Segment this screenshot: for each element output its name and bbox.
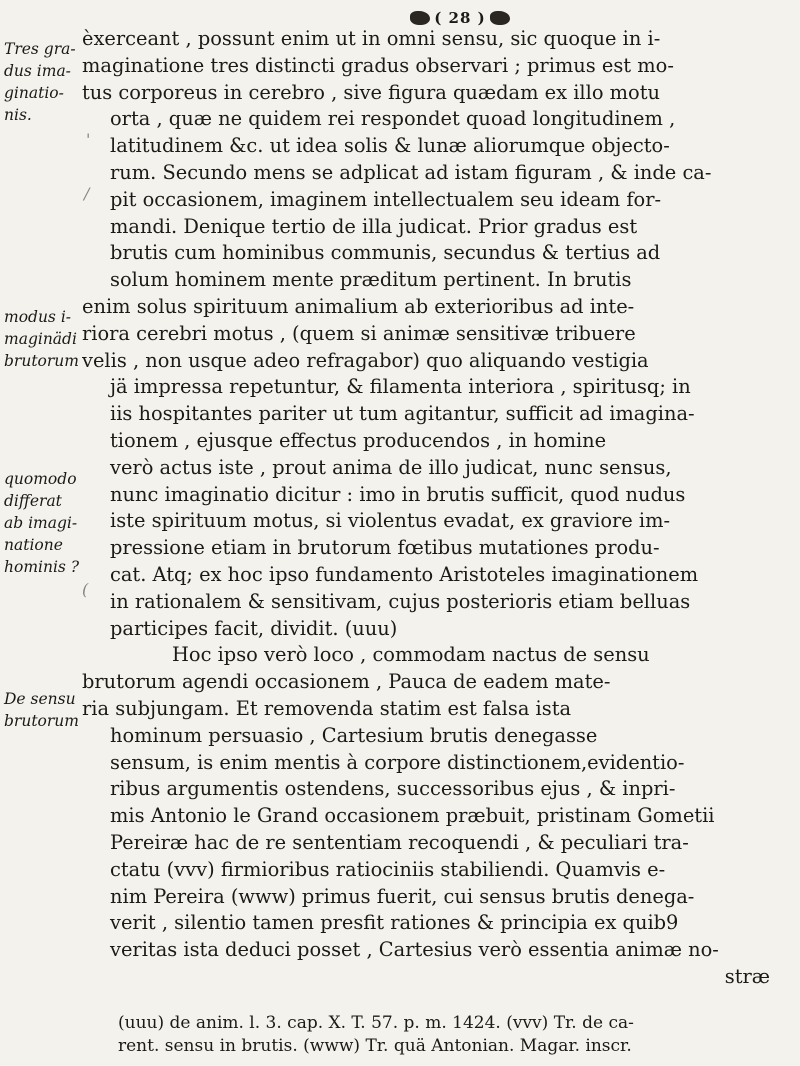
text-line: veritas ista deduci posset , Cartesius verò essentia animæ no- [110, 938, 719, 962]
text-line: iste spirituum motus, si violentus evadat, ex graviore im- [110, 509, 671, 533]
margin-mark: ' [86, 130, 91, 149]
margin-note-line: nis. [4, 106, 32, 124]
text-line: pit occasionem, imaginem intellectualem seu ideam for- [110, 187, 662, 211]
text-line: Hoc ipso verò loco , commodam nactus de sensu [172, 643, 650, 667]
text-line: riora cerebri motus , (quem si animæ sensitivæ tribuere [82, 321, 636, 345]
ornament-left-icon [410, 11, 430, 25]
text-line: tionem , ejusque effectus producendos , in homine [110, 428, 607, 452]
margin-mark: / [84, 184, 90, 203]
margin-note-degrees [4, 38, 78, 126]
footnote-line: rent. sensu in brutis. (www) Tr. quä Antonian. Magar. inscr. [118, 1036, 632, 1056]
text-line: sensum, is enim mentis à corpore distinctionem,evidentio- [110, 750, 685, 774]
text-line: brutorum agendi occasionem , Pauca de eadem mate- [82, 670, 611, 694]
margin-note-line: ginatio- [4, 84, 64, 102]
text-line: solum hominem mente præditum pertinent. In brutis [110, 268, 632, 292]
footnote-line: (uuu) de anim. l. 3. cap. X. T. 57. p. m. 1424. (vvv) Tr. de ca- [118, 1013, 634, 1033]
footnotes [118, 1012, 794, 1058]
margin-note-line: quomodo [4, 470, 77, 488]
text-line: maginatione tres distincti gradus observari ; primus est mo- [82, 53, 674, 77]
margin-note-difference [4, 468, 78, 578]
text-line: hominum persuasio , Cartesium brutis denegasse [110, 723, 598, 747]
margin-note-line: brutorum [4, 712, 79, 730]
page-number: ( 28 ) [434, 9, 486, 27]
catchword: stræ [724, 964, 770, 988]
text-line: jä impressa repetuntur, & filamenta interiora , spiritusq; in [110, 375, 691, 399]
text-line: brutis cum hominibus communis, secundus & tertius ad [110, 241, 661, 265]
text-line: nim Pereira (www) primus fuerit, cui sensus brutis denega- [110, 884, 695, 908]
margin-note-sense [4, 688, 78, 732]
margin-note-line: modus i- [4, 308, 72, 326]
text-line: in rationalem & sensitivam, cujus posterioris etiam belluas [110, 589, 691, 613]
text-line: pressione etiam in brutorum fœtibus mutationes produ- [110, 536, 660, 560]
ornament-right-icon [490, 11, 510, 25]
text-line: enim solus spirituum animalium ab exterioribus ad inte- [82, 294, 635, 318]
margin-note-line: De sensu [4, 690, 76, 708]
margin-note-line: natione [4, 536, 63, 554]
text-line: iis hospitantes pariter ut tum agitantur, sufficit ad imagina- [110, 402, 695, 426]
margin-note-mode [4, 306, 78, 372]
text-line: latitudinem &c. ut idea solis & lunæ aliorumque objecto- [110, 134, 670, 158]
text-line: participes facit, dividit. (uuu) [110, 616, 398, 640]
text-line: mis Antonio le Grand occasionem præbuit, pristinam Gometii [110, 804, 715, 828]
text-line: verò actus iste , prout anima de illo judicat, nunc sensus, [110, 455, 672, 479]
margin-note-line: hominis ? [4, 558, 80, 576]
margin-mark: ( [82, 580, 89, 599]
text-line: rum. Secundo mens se adplicat ad istam figuram , & inde ca- [110, 160, 712, 184]
text-line: ribus argumentis ostendens, successoribus ejus , & inpri- [110, 777, 676, 801]
margin-note-line: ab imagi- [4, 514, 78, 532]
text-line: orta , quæ ne quidem rei respondet quoad longitudinem , [110, 107, 676, 131]
text-line: nunc imaginatio dicitur : imo in brutis sufficit, quod nudus [110, 482, 686, 506]
text-line: verit , silentio tamen presfit rationes & principia ex quib9 [110, 911, 679, 935]
text-line: cat. Atq; ex hoc ipso fundamento Aristoteles imaginationem [110, 562, 699, 586]
margin-note-line: maginädi [4, 330, 77, 348]
text-line: èxerceant , possunt enim ut in omni sensu, sic quoque in i- [82, 27, 661, 50]
text-line: velis , non usque adeo refragabor) quo aliquando vestigia [82, 348, 649, 372]
margin-note-line: differat [4, 492, 62, 510]
text-line: tus corporeus in cerebro , sive figura quædam ex illo motu [82, 80, 660, 104]
main-text [82, 26, 794, 991]
margin-note-line: Tres gra- [4, 40, 76, 58]
text-line: ctatu (vvv) firmioribus ratiociniis stabiliendi. Quamvis e- [110, 857, 666, 881]
text-line: ria subjungam. Et removenda statim est falsa ista [82, 696, 572, 720]
margin-note-line: dus ima- [4, 62, 71, 80]
margin-note-line: brutorum [4, 352, 79, 370]
text-line: mandi. Denique tertio de illa judicat. Prior gradus est [110, 214, 638, 238]
text-line: Pereiræ hac de re sententiam recoquendi , & peculiari tra- [110, 830, 689, 854]
